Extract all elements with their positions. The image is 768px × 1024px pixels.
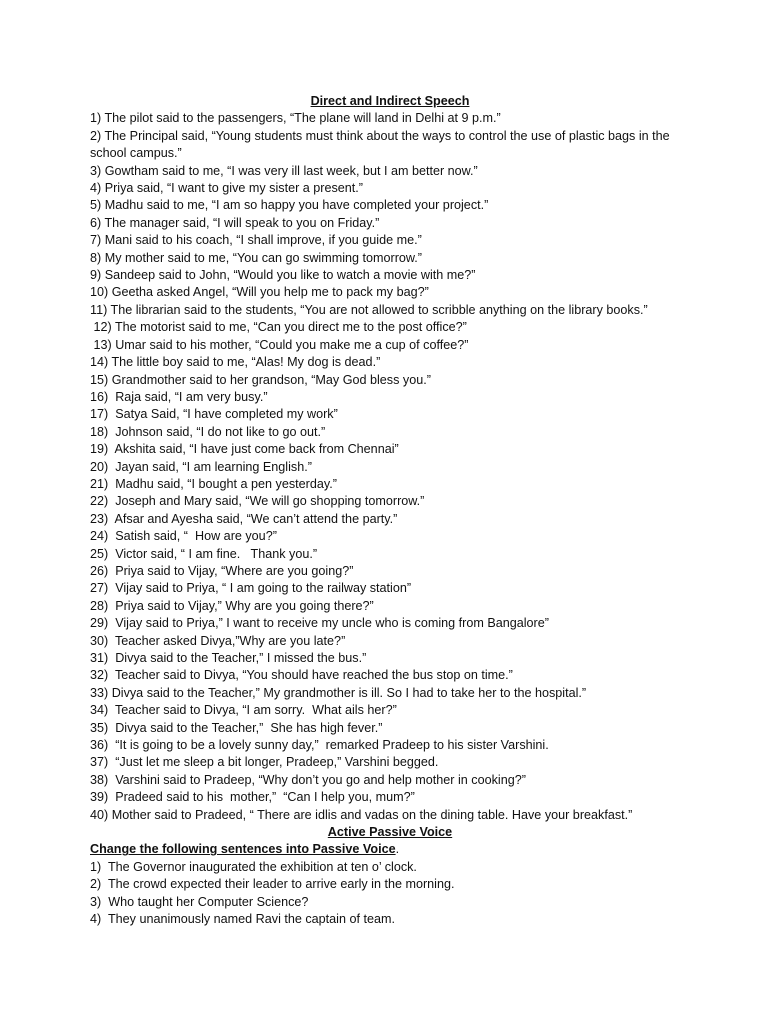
exercise-item: 14) The little boy said to me, “Alas! My dog is dead.”	[90, 355, 381, 370]
exercise-item: 2) The Principal said, “Young students must think about the ways to control the use of plastic bags in the school campus.”	[90, 128, 670, 161]
section-title-active-passive-voice: Active Passive Voice	[327, 825, 453, 840]
exercise-item: 33) Divya said to the Teacher,” My grandmother is ill. So I had to take her to the hospital.”	[90, 685, 587, 700]
exercise-item: 24) Satish said, “ How are you?”	[90, 529, 277, 544]
exercise-item: 39) Pradeed said to his mother,” “Can I help you, mum?”	[90, 790, 415, 805]
section-title-direct-indirect-speech: Direct and Indirect Speech	[310, 94, 470, 108]
exercise-item: 5) Madhu said to me, “I am so happy you have completed your project.”	[90, 198, 489, 213]
exercise-item: 3) Who taught her Computer Science?	[90, 894, 309, 909]
exercise-item: 12) The motorist said to me, “Can you direct me to the post office?”	[90, 320, 467, 335]
exercise-item: 2) The crowd expected their leader to arrive early in the morning.	[90, 877, 455, 892]
exercise-item: 9) Sandeep said to John, “Would you like to watch a movie with me?”	[90, 268, 476, 283]
exercise-item: 16) Raja said, “I am very busy.”	[90, 389, 268, 404]
document-page	[90, 93, 690, 929]
exercise-item: 1) The pilot said to the passengers, “The plane will land in Delhi at 9 p.m.”	[90, 111, 501, 126]
exercise-item: 31) Divya said to the Teacher,” I missed the bus.”	[90, 651, 367, 665]
exercise-item: 23) Afsar and Ayesha said, “We can’t attend the party.”	[90, 511, 398, 526]
exercise-item: 3) Gowtham said to me, “I was very ill last week, but I am better now.”	[90, 163, 478, 178]
exercise-item: 36) “It is going to be a lovely sunny day,” remarked Pradeep to his sister Varshini.	[90, 738, 549, 753]
exercise-item: 10) Geetha asked Angel, “Will you help me to pack my bag?”	[90, 285, 429, 300]
exercise-item: 25) Victor said, “ I am fine. Thank you.”	[90, 546, 318, 561]
exercise-item: 40) Mother said to Pradeed, “ There are idlis and vadas on the dining table. Have your breakfast.”	[90, 807, 633, 822]
instruction-period: .	[395, 842, 400, 857]
exercise-item: 37) “Just let me sleep a bit longer, Pradeep,” Varshini begged.	[90, 755, 439, 770]
exercise-item: 38) Varshini said to Pradeep, “Why don’t you go and help mother in cooking?”	[90, 772, 526, 787]
exercise-item: 32) Teacher said to Divya, “You should have reached the bus stop on time.”	[90, 668, 513, 683]
exercise-item: 29) Vijay said to Priya,” I want to receive my uncle who is coming from Bangalore”	[90, 616, 549, 631]
exercise-item: 15) Grandmother said to her grandson, “May God bless you.”	[90, 372, 431, 387]
instruction-line	[90, 841, 690, 858]
exercise-item: 35) Divya said to the Teacher,” She has high fever.”	[90, 720, 383, 735]
exercise-item: 4) Priya said, “I want to give my sister a present.”	[90, 181, 363, 196]
exercise-item: 1) The Governor inaugurated the exhibition at ten o’ clock.	[90, 859, 417, 874]
exercise-item: 13) Umar said to his mother, “Could you make me a cup of coffee?”	[90, 337, 469, 352]
exercise-item: 27) Vijay said to Priya, “ I am going to the railway station”	[90, 581, 412, 596]
exercise-item: 17) Satya Said, “I have completed my work”	[90, 407, 338, 422]
exercise-item: 28) Priya said to Vijay,” Why are you going there?”	[90, 598, 374, 613]
exercise-item: 19) Akshita said, “I have just come back from Chennai”	[90, 442, 399, 457]
exercise-item: 21) Madhu said, “I bought a pen yesterday.”	[90, 476, 337, 491]
passive-voice-instruction: Change the following sentences into Passive Voice	[90, 842, 396, 857]
exercise-item: 4) They unanimously named Ravi the captain of team.	[90, 912, 395, 927]
exercise-item: 30) Teacher asked Divya,”Why are you late?”	[90, 633, 346, 648]
exercise-item: 26) Priya said to Vijay, “Where are you going?”	[90, 563, 354, 578]
exercise-item: 20) Jayan said, “I am learning English.”	[90, 459, 312, 474]
exercise-item: 7) Mani said to his coach, “I shall improve, if you guide me.”	[90, 233, 422, 248]
exercise-item: 6) The manager said, “I will speak to you on Friday.”	[90, 215, 380, 230]
active-passive-exercise-list	[90, 859, 690, 929]
direct-indirect-exercise-list	[90, 110, 690, 824]
exercise-item: 11) The librarian said to the students, “You are not allowed to scribble anything on the library books.”	[90, 302, 648, 317]
exercise-item: 22) Joseph and Mary said, “We will go shopping tomorrow.”	[90, 494, 425, 509]
exercise-item: 34) Teacher said to Divya, “I am sorry. What ails her?”	[90, 703, 397, 718]
exercise-item: 18) Johnson said, “I do not like to go out.”	[90, 424, 326, 439]
exercise-item: 8) My mother said to me, “You can go swimming tomorrow.”	[90, 250, 422, 265]
